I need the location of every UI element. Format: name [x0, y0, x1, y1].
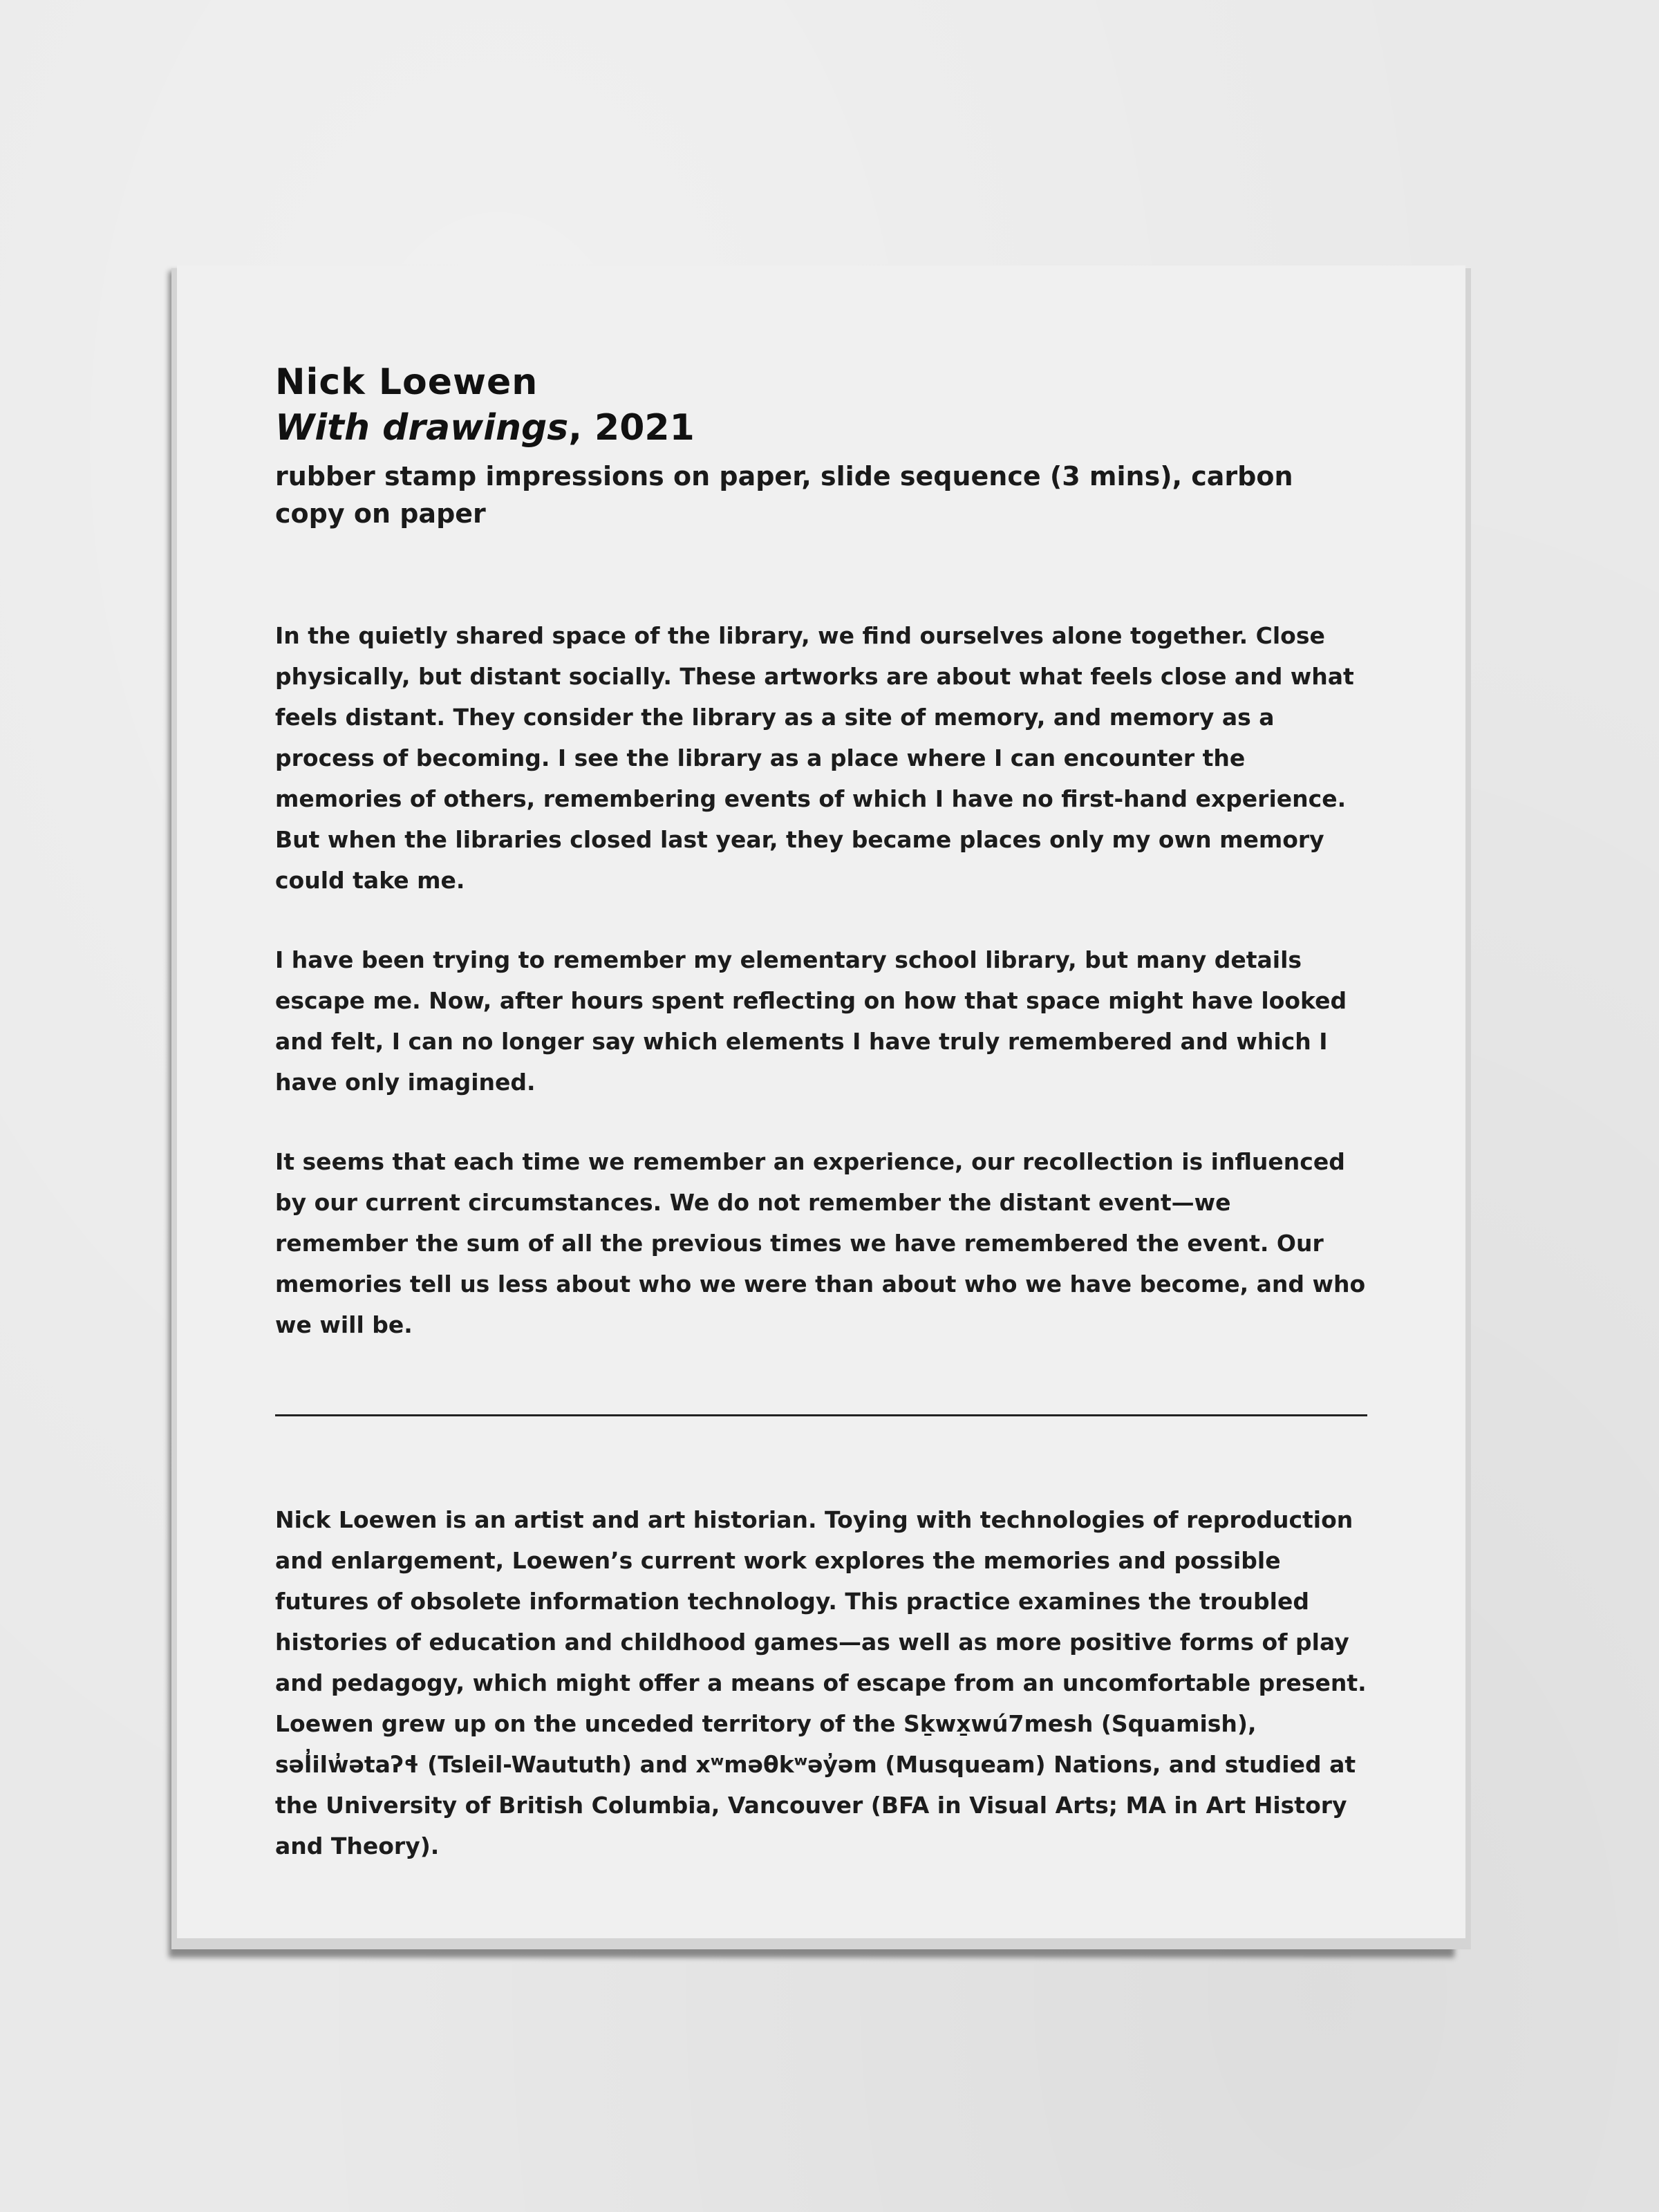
artist-bio: Nick Loewen is an artist and art historian. Toying with technologies of reproduction and enlargement, Loewen’s current work explores the memories and possible futures of obsolete information technology. This practice examines the troubled histories of education and childhood games—as well as more positive forms of play and pedagogy, which might offer a means of escape from an uncomfortable present. Loewen grew up on the unceded territory of the Sḵwx̱wú7mesh (Squamish), səl̓ilw̓ətaʔɬ (Tsleil-Waututh) and xʷməθkʷəy̓əm (Musqueam) Nations, and studied at the University of British Columbia, Vancouver (BFA in Visual Arts; MA in Art History and Theory).: [275, 1506, 1367, 1859]
artist-statement: [275, 615, 1367, 1345]
artist-name: Nick Loewen: [275, 362, 538, 403]
statement-paragraph: It seems that each time we remember an experience, our recollection is influenced by our current circumstances. We do not remember the distant event—we remember the sum of all the previous times we have remembered the event. Our memories tell us less about who we were than about who we have become, and who we will be.: [275, 1148, 1366, 1338]
artwork-medium: rubber stamp impressions on paper, slide sequence (3 mins), carbon copy on paper: [275, 461, 1293, 529]
section-divider: [275, 1414, 1367, 1416]
artwork-year: , 2021: [568, 407, 695, 449]
statement-paragraph: In the quietly shared space of the library, we find ourselves alone together. Close physically, but distant socially. These artworks are about what feels close and what feels distant. They consider the library as a site of memory, and memory as a process of becoming. I see the library as a place where I can encounter the memories of others, remembering events of which I have no first-hand experience. But when the libraries closed last year, they became places only my own memory could take me.: [275, 622, 1354, 894]
statement-paragraph: I have been trying to remember my elementary school library, but many details escape me. Now, after hours spent reflecting on how that space might have looked and felt, I can no longer say which elements I have truly remembered and which I have only imagined.: [275, 946, 1347, 1096]
artwork-title-line: [275, 405, 1367, 451]
wall-label-content: [275, 359, 1367, 1866]
artwork-title: With drawings: [275, 407, 569, 449]
